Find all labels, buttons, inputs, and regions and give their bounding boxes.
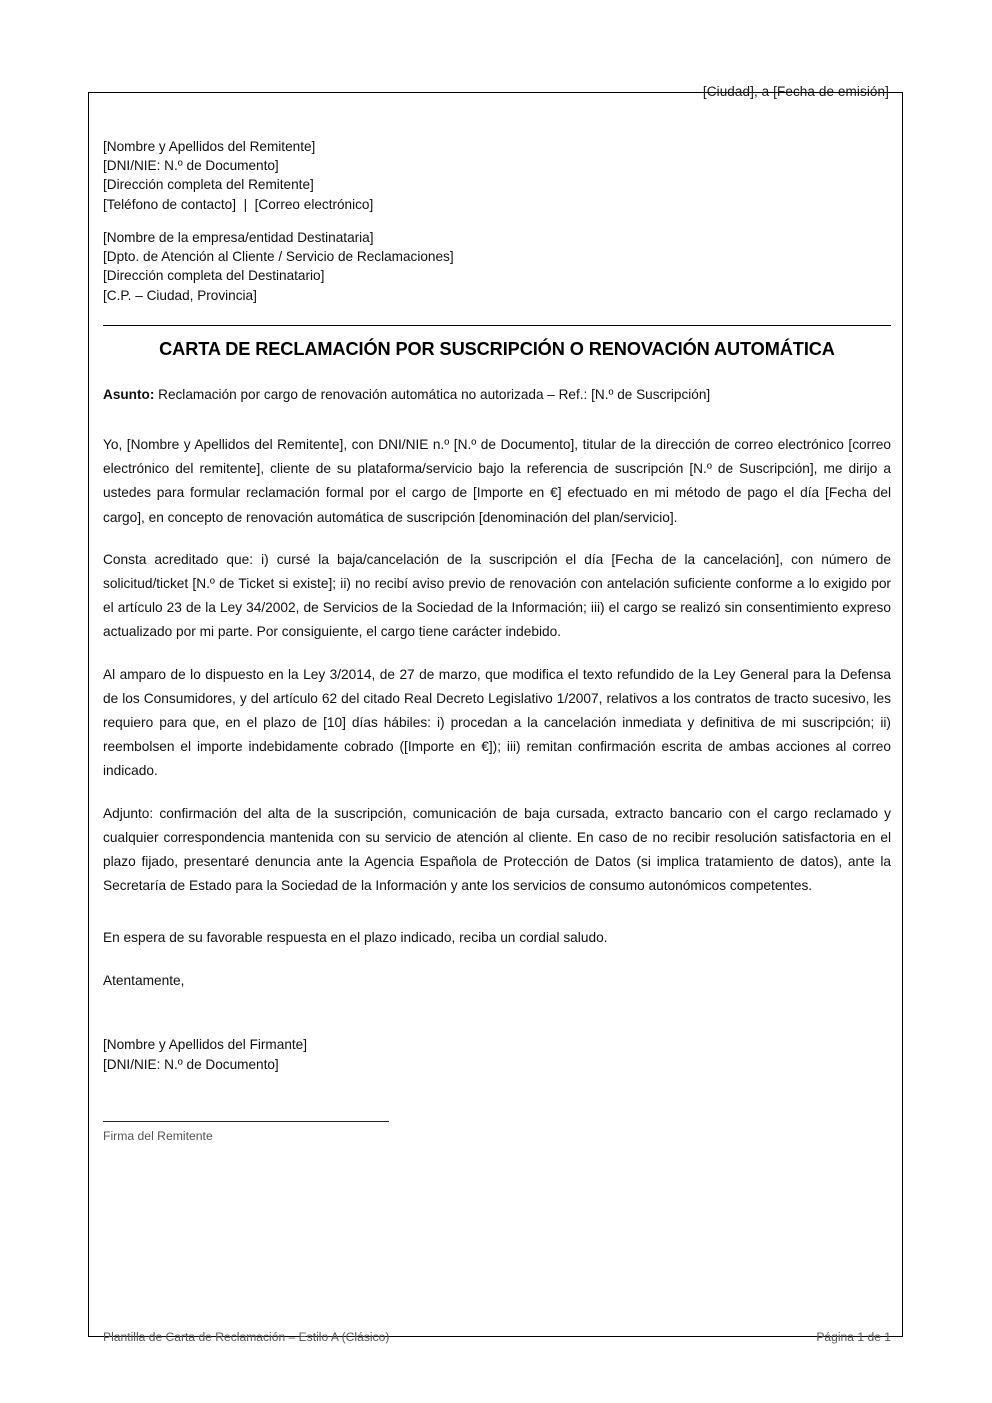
signature-area — [103, 1121, 891, 1143]
subject-text: Reclamación por cargo de renovación automática no autorizada – Ref.: [N.º de Suscripción] — [154, 387, 711, 402]
body-paragraph: Yo, [Nombre y Apellidos del Remitente], con DNI/NIE n.º [N.º de Documento], titular de la dirección de correo electrónico [correo electrónico del remitente], cliente de su plataforma/servicio bajo la referencia de suscripción [N.º de Suscripción], me dirijo a ustedes para formular reclamación formal por el cargo de [Importe en €] efectuado en mi método de pago el día [Fecha del cargo], en concepto de renovación automática de suscripción [denominación del plan/servicio]. — [103, 437, 891, 525]
sender-line: [Nombre y Apellidos del Remitente] — [103, 139, 316, 154]
letter-body — [103, 433, 891, 1143]
signer-block — [103, 1035, 891, 1075]
recipient-line: [Dpto. de Atención al Cliente / Servicio de Reclamaciones] — [103, 249, 454, 265]
spacer — [103, 916, 891, 926]
document-title: CARTA DE RECLAMACIÓN POR SUSCRIPCIÓN O RENOVACIÓN AUTOMÁTICA — [159, 339, 835, 359]
sender-line: [Dirección completa del Remitente] — [103, 177, 314, 193]
body-paragraph: Consta acreditado que: i) cursé la baja/cancelación de la suscripción el día [Fecha de la cancelación], con número de solicitud/ticket [N.º de Ticket si existe]; ii) no recibí aviso previo de renovación con antelación suficiente conforme a lo exigido por el artículo 23 de la Ley 34/2002, de Servicios de la Sociedad de la Información; iii) el cargo se realizó sin consentimiento expreso actualizado por mi parte. Por consiguiente, el cargo tiene carácter indebido. — [103, 551, 891, 640]
subject-line — [103, 387, 891, 402]
sender-line: [Teléfono de contacto] | [Correo electrónico] — [103, 196, 374, 212]
body-paragraph: Al amparo de lo dispuesto en la Ley 3/2014, de 27 de marzo, que modifica el texto refundido de la Ley General para la Defensa de los Consumidores, y del artículo 62 del citado Real Decreto Legislativo 1/2007, relativos a los contratos de tracto sucesivo, les requiero para que, en el plazo de [10] días hábiles: i) procedan a la cancelación inmediata y definitiva de mi suscripción; ii) reembolsen el importe indebidamente cobrado ([Importe en €]); iii) remitan confirmación escrita de ambas acciones al correo indicado. — [103, 666, 891, 779]
signer-line: [DNI/NIE: N.º de Documento] — [103, 1056, 279, 1072]
body-paragraph: Adjunto: confirmación del alta de la suscripción, comunicación de baja cursada, extracto bancario con el cargo reclamado y cualquier correspondencia mantenida con su servicio de atención al cliente. En caso de no recibir resolución satisfactoria en el plazo fijado, presentaré denuncia ante la Agencia Española de Protección de Datos (si implica tratamiento de datos), ante la Secretaría de Estado para la Sociedad de la Información y ante los servicios de consumo autonómicos competentes. — [103, 805, 891, 894]
subject-label: Asunto: — [103, 387, 155, 402]
title-divider — [103, 325, 891, 326]
sender-address-block — [103, 137, 373, 214]
sender-line: [DNI/NIE: N.º de Documento] — [103, 158, 279, 174]
valediction: Atentamente, — [103, 972, 185, 988]
signature-caption: Firma del Remitente — [103, 1128, 213, 1143]
recipient-line: [Dirección completa del Destinatario] — [103, 268, 325, 284]
footer-left-text: Plantilla de Carta de Reclamación – Estilo A (Clásico) — [103, 1330, 390, 1344]
signature-line — [103, 1121, 389, 1122]
closing-sentence: En espera de su favorable respuesta en el plazo indicado, reciba un cordial saludo. — [103, 930, 608, 946]
recipient-line: [C.P. – Ciudad, Provincia] — [103, 287, 257, 303]
signer-line: [Nombre y Apellidos del Firmante] — [103, 1036, 307, 1052]
document-page — [88, 84, 903, 1344]
footer-page-number: Página 1 de 1 — [816, 1330, 891, 1344]
date-line: [Ciudad], a [Fecha de emisión] — [702, 84, 889, 99]
recipient-line: [Nombre de la empresa/entidad Destinataria] — [103, 230, 374, 245]
recipient-address-block — [103, 228, 454, 305]
page-footer — [103, 1330, 891, 1344]
